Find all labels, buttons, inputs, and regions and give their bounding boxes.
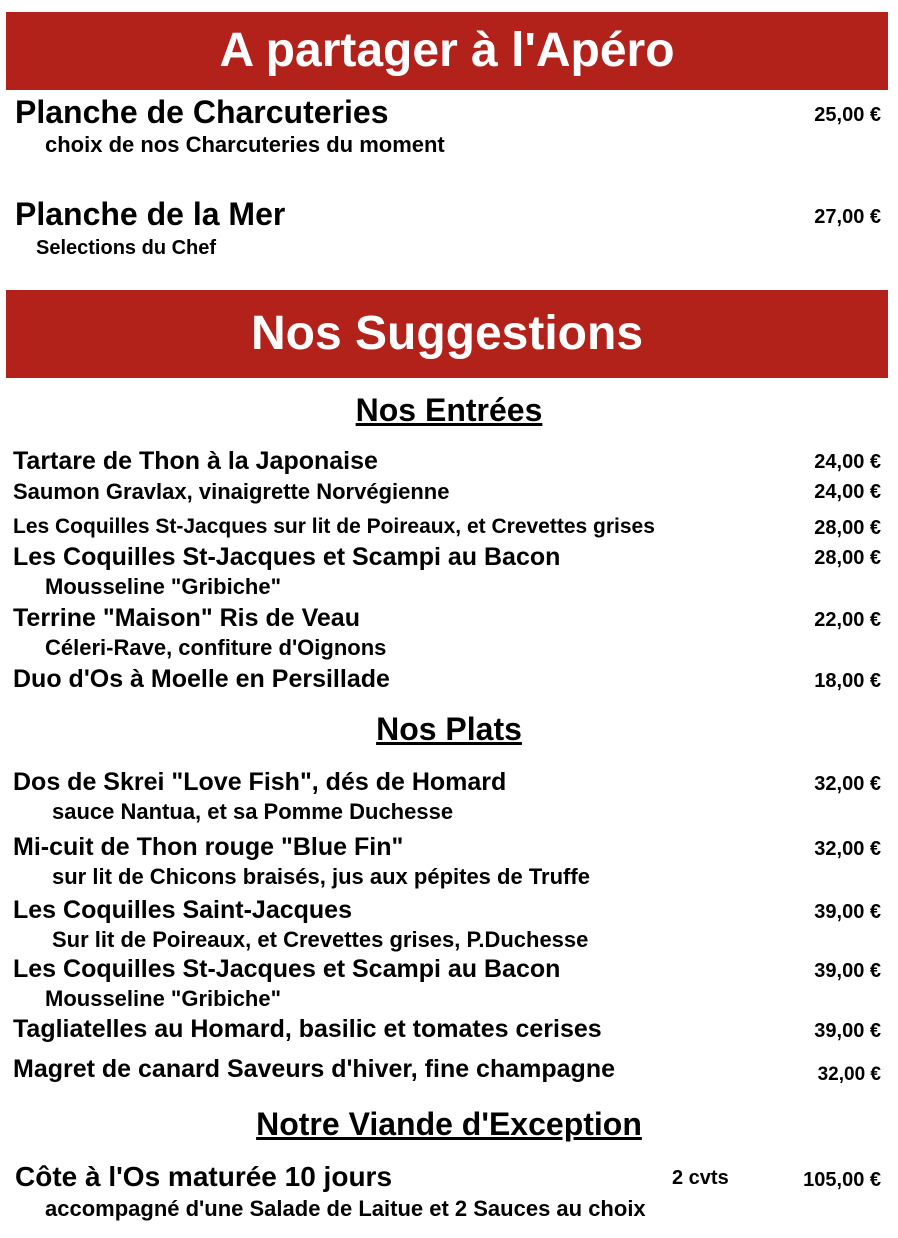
plat-name: Les Coquilles Saint-Jacques — [13, 896, 352, 924]
plat-price: 39,00 € — [814, 901, 881, 923]
plat-price: 32,00 € — [814, 773, 881, 795]
plat-name: Les Coquilles St-Jacques et Scampi au Bacon — [13, 955, 561, 983]
apero-item-name: Planche de la Mer — [15, 196, 286, 232]
entree-name: Terrine "Maison" Ris de Veau — [13, 604, 360, 632]
apero-item-desc: Selections du Chef — [36, 237, 217, 259]
entree-price: 24,00 € — [814, 481, 881, 503]
apero-banner — [6, 12, 888, 90]
plats-heading: Nos Plats — [376, 711, 522, 747]
entree-name: Les Coquilles St-Jacques et Scampi au Bacon — [13, 543, 561, 571]
entree-desc: Mousseline "Gribiche" — [45, 574, 282, 599]
entree-price: 24,00 € — [814, 451, 881, 473]
entree-price: 28,00 € — [814, 517, 881, 539]
plat-name: Tagliatelles au Homard, basilic et tomates cerises — [13, 1015, 602, 1043]
entree-price: 18,00 € — [814, 670, 881, 692]
plat-desc: sauce Nantua, et sa Pomme Duchesse — [52, 799, 454, 824]
entree-name: Les Coquilles St-Jacques sur lit de Poireaux, et Crevettes grises — [13, 515, 655, 538]
plat-desc: sur lit de Chicons braisés, jus aux pépites de Truffe — [52, 864, 590, 889]
viande-price: 105,00 € — [803, 1169, 881, 1191]
entree-price: 28,00 € — [814, 547, 881, 569]
viande-covers: 2 cvts — [672, 1167, 729, 1189]
entree-desc: Céleri-Rave, confiture d'Oignons — [45, 635, 387, 660]
viande-desc: accompagné d'une Salade de Laitue et 2 Sauces au choix — [45, 1196, 646, 1221]
apero-title: A partager à l'Apéro — [219, 24, 675, 77]
apero-item-price: 27,00 € — [814, 206, 881, 228]
suggestions-title: Nos Suggestions — [250, 307, 644, 360]
apero-item-name: Planche de Charcuteries — [15, 94, 389, 130]
plat-price: 39,00 € — [814, 960, 881, 982]
plat-price: 32,00 € — [817, 1064, 881, 1085]
viande-name: Côte à l'Os maturée 10 jours — [15, 1161, 393, 1192]
plat-name: Dos de Skrei "Love Fish", dés de Homard — [13, 768, 507, 796]
plat-name: Magret de canard Saveurs d'hiver, fine champagne — [13, 1055, 615, 1083]
apero-item-desc: choix de nos Charcuteries du moment — [45, 132, 445, 157]
entree-name: Duo d'Os à Moelle en Persillade — [13, 665, 390, 693]
viande-heading: Notre Viande d'Exception — [256, 1106, 642, 1142]
entree-price: 22,00 € — [814, 609, 881, 631]
plat-price: 39,00 € — [814, 1020, 881, 1042]
entrees-heading: Nos Entrées — [355, 392, 543, 428]
plat-name: Mi-cuit de Thon rouge "Blue Fin" — [13, 833, 404, 861]
apero-item-price: 25,00 € — [814, 104, 881, 126]
entree-name: Tartare de Thon à la Japonaise — [13, 447, 378, 475]
plat-desc: Sur lit de Poireaux, et Crevettes grises, P.Duchesse — [52, 927, 589, 952]
plat-desc: Mousseline "Gribiche" — [45, 986, 282, 1011]
suggestions-banner — [6, 290, 888, 378]
entree-name: Saumon Gravlax, vinaigrette Norvégienne — [13, 479, 450, 504]
plat-price: 32,00 € — [814, 838, 881, 860]
